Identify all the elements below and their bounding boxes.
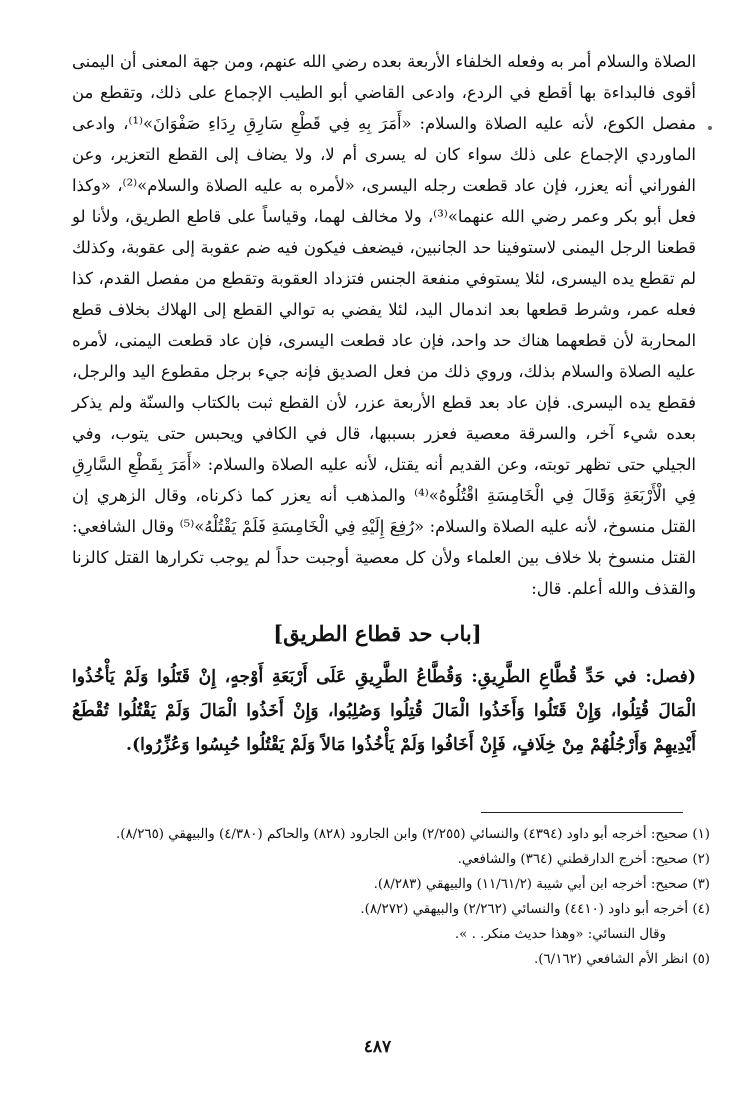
body-paragraph: الصلاة والسلام أمر به وفعله الخلفاء الأربعة بعده رضي الله عنهم، ومن جهة المعنى أن اليمنى أقوى فالبداءة بها أقطع في الردع، وادعى القاضي أبو الطيب الإجماع على ذلك، وتقطع من مفصل الكوع، لأنه عليه الصلاة والسلام: «أَمَرَ بِهِ فِي قَطْعِ سَارِقِ رِدَاءِ صَفْوَانَ»⁽¹⁾، وادعى الماوردي الإجماع على ذلك سواء كان له يسرى أم لا، ولا يضاف إلى القطع التعزير، وعن الفوراني أنه يعزر، فإن عاد قطعت رجله اليسرى، «لأمره به عليه الصلاة والسلام»⁽²⁾، «وكذا فعل أبو بكر وعمر رضي الله عنهما»⁽³⁾، ولا مخالف لهما، وقياساً على قاطع الطريق، ولأنا لو قطعنا الرجل اليمنى لاستوفينا حد الجانبين، فيضعف فيكون فيه ضم عقوبة إلى عقوبة، وكذلك لم تقطع يده اليسرى، لئلا يستوفي منفعة الجنس فتزداد العقوبة وتقطع من مفصل القدم، كذا فعله عمر، وشرط قطعها بعد اندمال اليد، لئلا يفضي به توالي القطع إلى الهلاك بخلاف قطع المحاربة لأن قطعهما هناك حد واحد، فإن عاد قطعت اليسرى، فإن عاد قطعت اليمنى، لأمره عليه الصلاة والسلام بذلك، وروي ذلك من فعل الصديق فإنه جيء برجل مقطوع اليد والرجل، فقطع يده اليسرى. فإن عاد بعد قطع الأربعة عزر، لأن القطع ثبت بالكتاب والسنّة ولم يذكر بعده شيء آخر، والسرقة معصية فعزر بسببها، قال في الكافي ويحبس حتى يتوب، وفي الجيلي حتى تظهر توبته، وعن القديم أنه يقتل، لأنه عليه الصلاة والسلام: «أَمَرَ بِقَطْعِ السَّارِقِ فِي الْأَرْبَعَةِ وَقَالَ فِي الْخَامِسَةِ اقْتُلُوهُ»⁽⁴⁾ والمذهب أنه يعزر كما ذكرناه، وقال الزهري إن القتل منسوخ، لأنه عليه الصلاة والسلام: «رُفِعَ إِلَيْهِ فِي الْخَامِسَةِ فَلَمْ يَقْتُلْهُ»⁽⁵⁾ وقال الشافعي: القتل منسوخ بلا خلاف بين العلماء ولأن كل معصية أوجبت حداً لم يوجب تكرارها القتل كالزنا والقذف والله أعلم. قال: [72, 52, 696, 598]
section-heading: [باب حد قطاع الطريق] [273, 621, 482, 646]
page-number: ٤٨٧ [363, 1037, 392, 1057]
footnote-4: (٤) أخرجه أبو داود (٤٤١٠) والنسائي (٢/٢٦٢) والبيهقي (٨/٢٧٢). [360, 902, 710, 917]
footnote-1: (١) صحيح: أخرجه أبو داود (٤٣٩٤) والنسائي (٢/٢٥٥) وابن الجارود (٨٢٨) والحاكم (٤/٣٨٠) والبيهقي (٨/٢٦٥). [116, 827, 710, 842]
footnote-2: (٢) صحيح: أخرج الدارقطني (٣٦٤) والشافعي. [457, 852, 710, 867]
scan-speck [708, 126, 712, 130]
fasl-paragraph: (فصل: في حَدِّ قُطَّاعِ الطَّرِيقِ: وَقُطَّاعُ الطَّرِيقِ عَلَى أَرْبَعَةِ أَوْجهٍ، إِنْ قَتَلُوا وَلَمْ يَأْخُذُوا الْمَالَ قُتِلُوا، وَإِنْ قَتَلُوا وَأَخَذُوا الْمَالَ قُتِلُوا وَصُلِبُوا، وَإِنْ أَخَذُوا الْمَالَ وَلَمْ يَقْتُلُوا تُقْطَعُ أَيْدِيهِمْ وَأَرْجُلُهُمْ مِنْ خِلَافٍ، فَإِنْ أَخَافُوا وَلَمْ يَأْخُذُوا مَالاً وَلَمْ يَقْتُلُوا حُبِسُوا وَعُزِّرُوا). [72, 667, 696, 755]
footnotes [70, 822, 710, 972]
footnote-3: (٣) صحيح: أخرجه ابن أبي شيبة (١١/٦١/٢) والبيهقي (٨/٢٨٣). [373, 877, 710, 892]
footnote-4-continuation: وقال النسائي: «وهذا حديث منكر. . ». [454, 927, 666, 942]
footnote-5: (٥) انظر الأم الشافعي (٦/١٦٢). [534, 952, 710, 967]
footnote-divider [481, 812, 683, 813]
